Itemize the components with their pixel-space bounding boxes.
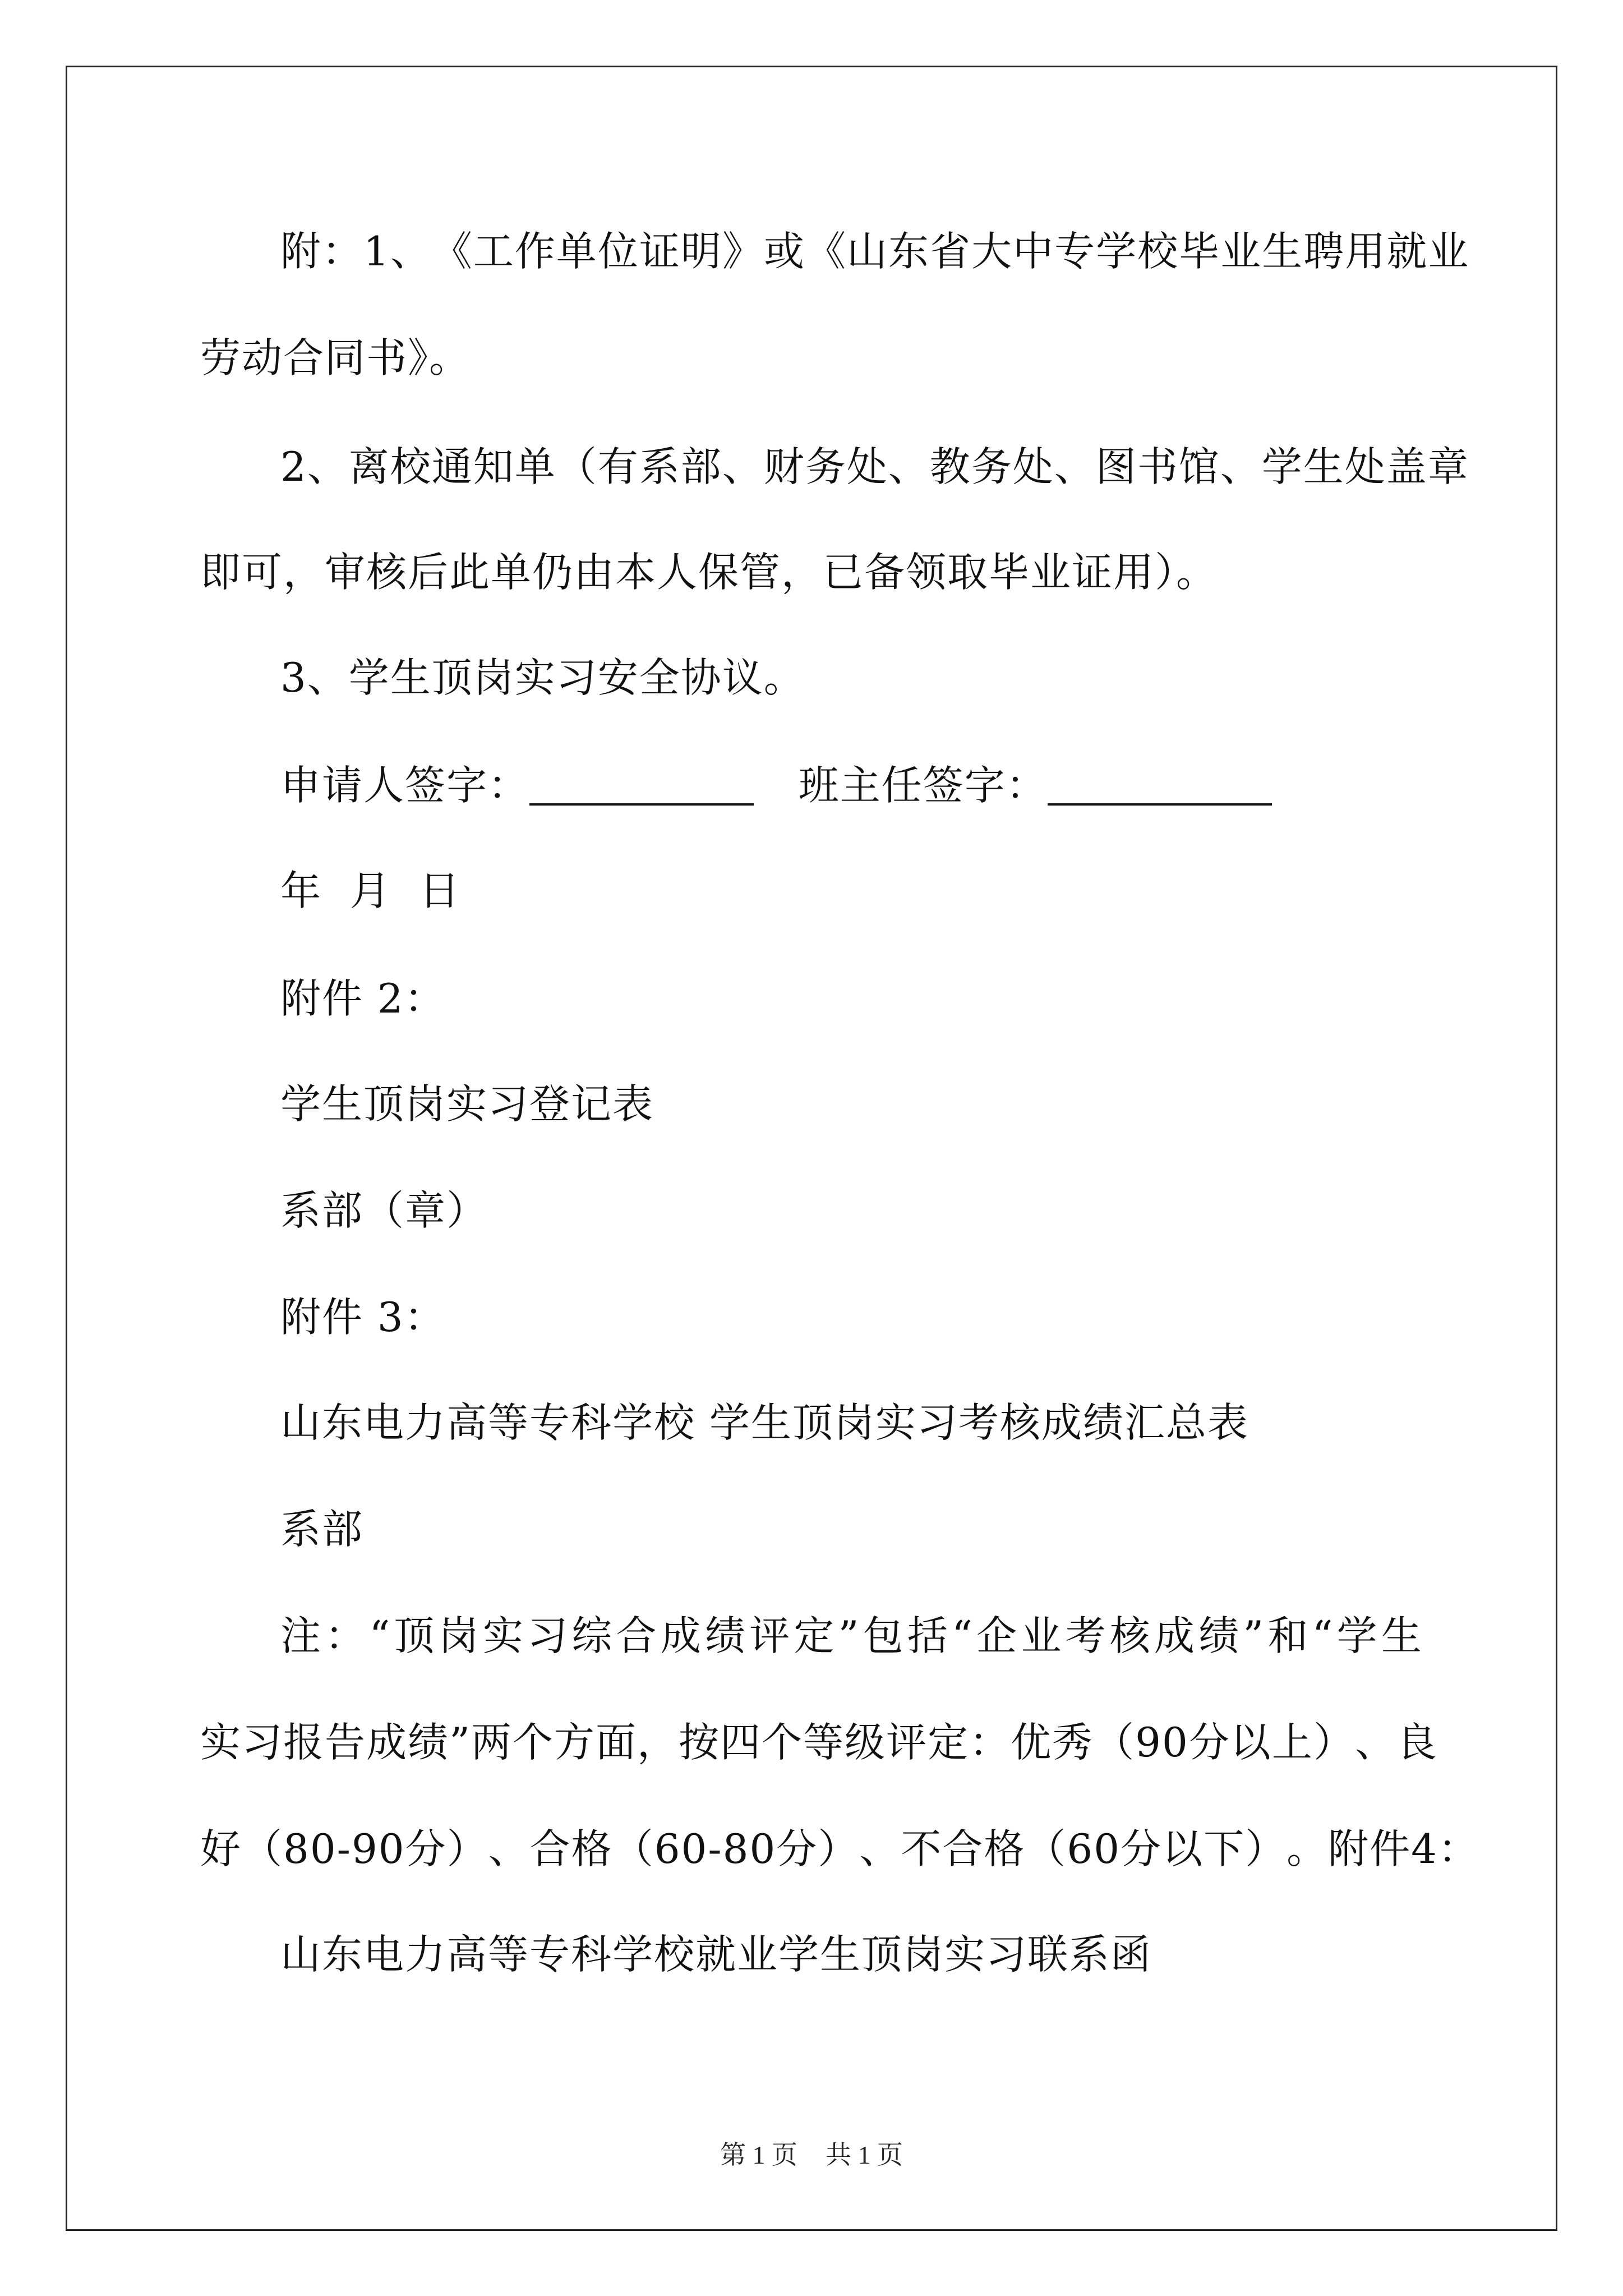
text-char: 9 [351, 1825, 379, 1872]
text-char: 0 [378, 1825, 405, 1872]
applicant-signature-blank[interactable] [529, 767, 754, 806]
text-char: 生 [1381, 1612, 1423, 1659]
text-char: 个 [512, 1719, 554, 1766]
text-char: 报 [283, 1719, 325, 1766]
text-char: 6 [1067, 1825, 1094, 1872]
page-footer [0, 2134, 1623, 2171]
text-char: 《 [431, 228, 473, 275]
note-line1 [280, 1612, 1423, 1659]
text-char: 业 [1220, 228, 1262, 275]
text-char: 考 [1065, 1612, 1107, 1659]
text-char: 学 [1096, 228, 1138, 275]
text-char: ” [1243, 1612, 1265, 1659]
text-char: 绩 [1198, 1612, 1241, 1659]
text-char: 良 [1396, 1719, 1438, 1766]
text-char: ： [969, 1719, 1011, 1766]
text-char: 岗 [438, 1612, 480, 1659]
text-char: 。 [1287, 1825, 1329, 1872]
text-char: 中 [1013, 228, 1055, 275]
text-char: ） [818, 1825, 860, 1872]
text-char: 0 [1094, 1825, 1121, 1872]
paragraph-attachments-line2: 劳动合同书》。 [200, 334, 471, 381]
text-char: 8 [283, 1825, 310, 1872]
text-char: 包 [863, 1612, 905, 1659]
text-char: 作 [514, 228, 556, 275]
text-char: 、 [859, 1825, 901, 1872]
text-char: 秀 [1052, 1719, 1094, 1766]
text-char: 分 [776, 1825, 818, 1872]
text-char: 分 [405, 1825, 447, 1872]
text-char: 单 [556, 228, 598, 275]
text-char: - [708, 1825, 723, 1872]
text-char: 附 [1328, 1825, 1370, 1872]
text-char: 上 [1271, 1719, 1313, 1766]
text-char: 评 [749, 1612, 791, 1659]
signature-line [280, 762, 1423, 809]
page-border [66, 66, 1557, 2231]
text-char: 0 [310, 1825, 337, 1872]
teacher-signature-blank[interactable] [1048, 767, 1272, 806]
text-char: 下 [1204, 1825, 1246, 1872]
text-char: 实 [200, 1719, 242, 1766]
text-char: （ [242, 1825, 284, 1872]
text-char: - [336, 1825, 352, 1872]
text-char: 东 [888, 228, 930, 275]
text-char: 合 [942, 1825, 984, 1872]
text-char: 合 [616, 1612, 658, 1659]
paragraph-safety-agreement: 3、学生顶岗实习安全协议。 [280, 654, 805, 701]
applicant-signature-label: 申请人签字： [280, 762, 530, 809]
text-char: （ [1094, 1719, 1136, 1766]
text-char: 括 [907, 1612, 949, 1659]
text-char: 和 [1267, 1612, 1310, 1659]
text-char: （ [612, 1825, 654, 1872]
text-char: 、 [488, 1825, 530, 1872]
text-char: 合 [529, 1825, 571, 1872]
text-char: 就 [1386, 228, 1428, 275]
attachment-2-department: 系部（章） [280, 1187, 488, 1234]
text-char: 两 [471, 1719, 513, 1766]
text-char: 0 [1161, 1719, 1189, 1766]
text-char: 或 [763, 228, 805, 275]
text-char: ： [1437, 1825, 1479, 1872]
text-char: 四 [720, 1719, 762, 1766]
attachment-2-label: 附件 2： [280, 975, 446, 1022]
text-char: 大 [971, 228, 1013, 275]
text-char: 好 [200, 1825, 242, 1872]
text-char: 核 [1109, 1612, 1151, 1659]
paragraph-attachments-line1 [280, 228, 1470, 275]
text-char: 以 [1230, 1719, 1272, 1766]
page-number-current: 第 1 页 [720, 2141, 797, 2169]
text-char: 方 [554, 1719, 596, 1766]
text-char: 学 [1336, 1612, 1378, 1659]
note-line2 [200, 1719, 1438, 1766]
text-char: ” [449, 1719, 471, 1766]
text-char: 综 [571, 1612, 614, 1659]
date-line: 年 月 日 [280, 867, 461, 914]
text-char: 1 [363, 228, 390, 275]
text-char: 《 [805, 228, 847, 275]
text-char: 证 [639, 228, 681, 275]
attachment-3-label: 附件 3： [280, 1294, 446, 1341]
text-char: 成 [366, 1719, 408, 1766]
text-char: 位 [597, 228, 639, 275]
text-char: 》 [722, 228, 764, 275]
text-char: ） [1313, 1719, 1355, 1766]
text-char: 、 [390, 228, 432, 275]
text-char: 面 [595, 1719, 637, 1766]
text-char: 实 [482, 1612, 524, 1659]
text-char: 0 [681, 1825, 708, 1872]
paragraph-leave-notice-line1: 2、离校通知单（有系部、财务处、教务处、图书馆、学生处盖章 [280, 443, 1469, 490]
text-char: 告 [325, 1719, 367, 1766]
text-char: 级 [845, 1719, 887, 1766]
text-char: 附 [280, 228, 322, 275]
text-char: ： [322, 228, 364, 275]
text-char: 注 [280, 1612, 322, 1659]
attachment-3-department: 系部 [280, 1506, 364, 1553]
text-char: 成 [1154, 1612, 1196, 1659]
text-char: 企 [976, 1612, 1018, 1659]
text-char: 校 [1137, 228, 1179, 275]
attachment-4-title: 山东电力高等专科学校就业学生顶岗实习联系函 [280, 1931, 1152, 1978]
text-char: 分 [1188, 1719, 1230, 1766]
text-char: 定 [794, 1612, 836, 1659]
text-char: 、 [1354, 1719, 1396, 1766]
text-char: 等 [803, 1719, 845, 1766]
text-char: ” [838, 1612, 860, 1659]
text-char: 习 [242, 1719, 284, 1766]
text-char: 专 [1054, 228, 1096, 275]
attachment-3-title: 山东电力高等专科学校 学生顶岗实习考核成绩汇总表 [280, 1399, 1249, 1446]
page-number-total: 共 1 页 [826, 2141, 903, 2169]
text-char: “ [369, 1612, 391, 1659]
text-char: 件 [1370, 1825, 1412, 1872]
text-char: 8 [722, 1825, 750, 1872]
text-char: ： [325, 1612, 367, 1659]
text-char: 省 [930, 228, 972, 275]
text-char: 4 [1411, 1825, 1438, 1872]
text-char: 格 [571, 1825, 613, 1872]
text-char: 生 [1262, 228, 1304, 275]
text-char: 绩 [408, 1719, 450, 1766]
text-char: 聘 [1303, 228, 1345, 275]
text-char: ） [1245, 1825, 1287, 1872]
text-char: 不 [901, 1825, 943, 1872]
text-char: 0 [749, 1825, 777, 1872]
text-char: 山 [847, 228, 889, 275]
text-char: 评 [886, 1719, 928, 1766]
text-char: 个 [762, 1719, 804, 1766]
text-char: 按 [678, 1719, 720, 1766]
text-char: 业 [1428, 228, 1470, 275]
text-char: 习 [527, 1612, 569, 1659]
text-char: 9 [1135, 1719, 1162, 1766]
text-char: 6 [654, 1825, 681, 1872]
text-char: （ [1025, 1825, 1067, 1872]
text-char: 分 [1121, 1825, 1163, 1872]
text-char: ， [637, 1719, 679, 1766]
text-char: 成 [660, 1612, 702, 1659]
text-char: 工 [473, 228, 515, 275]
text-char: 优 [1011, 1719, 1053, 1766]
text-char: “ [1312, 1612, 1334, 1659]
text-char: 绩 [704, 1612, 746, 1659]
text-char: 用 [1345, 228, 1387, 275]
attachment-2-title: 学生顶岗实习登记表 [280, 1080, 654, 1128]
paragraph-leave-notice-line2: 即可，审核后此单仍由本人保管，已备领取毕业证用）。 [200, 549, 1218, 596]
text-char: 明 [680, 228, 722, 275]
text-char: 顶 [394, 1612, 436, 1659]
text-char: “ [952, 1612, 974, 1659]
teacher-signature-label: 班主任签字： [798, 762, 1048, 809]
text-char: 毕 [1179, 228, 1221, 275]
text-char: 以 [1162, 1825, 1204, 1872]
text-char: 定 [928, 1719, 970, 1766]
note-line3 [200, 1825, 1479, 1872]
text-char: 格 [984, 1825, 1026, 1872]
text-char: ） [446, 1825, 488, 1872]
text-char: 业 [1021, 1612, 1063, 1659]
